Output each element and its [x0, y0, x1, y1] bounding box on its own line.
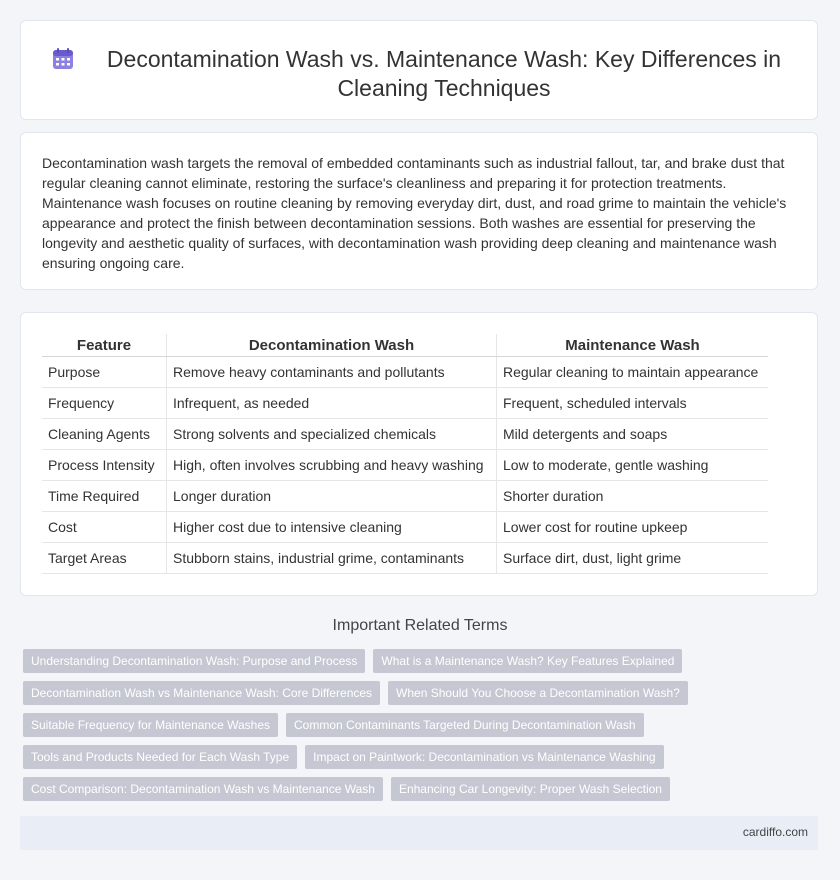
related-term-link[interactable]: Understanding Decontamination Wash: Purpose and Process — [23, 649, 365, 673]
comparison-table-card — [20, 312, 818, 596]
table-row — [42, 357, 768, 388]
maintenance-cell: Mild detergents and soaps — [497, 419, 769, 450]
related-term-link[interactable]: Cost Comparison: Decontamination Wash vs Maintenance Wash — [23, 777, 383, 801]
related-term-link[interactable]: Common Contaminants Targeted During Decontamination Wash — [286, 713, 644, 737]
related-term-link[interactable]: Impact on Paintwork: Decontamination vs Maintenance Washing — [305, 745, 663, 769]
related-term-link[interactable]: Suitable Frequency for Maintenance Washes — [23, 713, 278, 737]
column-header-maintenance: Maintenance Wash — [497, 334, 769, 357]
table-row — [42, 512, 768, 543]
maintenance-cell: Shorter duration — [497, 481, 769, 512]
decontamination-cell: Longer duration — [167, 481, 497, 512]
table-row — [42, 388, 768, 419]
header-card — [20, 20, 818, 120]
related-term-link[interactable]: What is a Maintenance Wash? Key Features Explained — [373, 649, 682, 673]
decontamination-cell: Higher cost due to intensive cleaning — [167, 512, 497, 543]
feature-cell: Process Intensity — [42, 450, 167, 481]
decontamination-cell: High, often involves scrubbing and heavy washing — [167, 450, 497, 481]
comparison-table — [42, 334, 768, 574]
maintenance-cell: Surface dirt, dust, light grime — [497, 543, 769, 574]
table-row — [42, 450, 768, 481]
table-header-row — [42, 334, 768, 357]
table-row — [42, 419, 768, 450]
related-term-link[interactable]: Decontamination Wash vs Maintenance Wash: Core Differences — [23, 681, 380, 705]
decontamination-cell: Infrequent, as needed — [167, 388, 497, 419]
table-row — [42, 481, 768, 512]
feature-cell: Cleaning Agents — [42, 419, 167, 450]
feature-cell: Frequency — [42, 388, 167, 419]
decontamination-cell: Stubborn stains, industrial grime, contaminants — [167, 543, 497, 574]
calendar-icon — [51, 47, 75, 71]
maintenance-cell: Frequent, scheduled intervals — [497, 388, 769, 419]
footer — [20, 816, 818, 850]
maintenance-cell: Regular cleaning to maintain appearance — [497, 357, 769, 388]
decontamination-cell: Strong solvents and specialized chemicals — [167, 419, 497, 450]
decontamination-cell: Remove heavy contaminants and pollutants — [167, 357, 497, 388]
footer-site-name[interactable]: cardiffo.com — [742, 825, 808, 839]
feature-cell: Time Required — [42, 481, 167, 512]
related-terms-tags — [23, 649, 823, 809]
column-header-decontamination: Decontamination Wash — [167, 334, 497, 357]
page-title: Decontamination Wash vs. Maintenance Wash: Key Differences in Cleaning Techniques — [106, 46, 782, 101]
feature-cell: Purpose — [42, 357, 167, 388]
maintenance-cell: Low to moderate, gentle washing — [497, 450, 769, 481]
related-term-link[interactable]: Enhancing Car Longevity: Proper Wash Selection — [391, 777, 670, 801]
table-row — [42, 543, 768, 574]
intro-paragraph: Decontamination wash targets the removal of embedded contaminants such as industrial fallout, tar, and brake dust that regular cleaning cannot eliminate, restoring the surface's cleanliness and preparing it for protection treatments. Maintenance wash focuses on routine cleaning by removing everyday dirt, dust, and road grime to maintain the vehicle's appearance and protect the finish between decontamination sessions. Both washes are essential for preserving the longevity and aesthetic quality of surfaces, with decontamination wash providing deep cleaning and maintenance wash ensuring ongoing care. — [42, 155, 787, 271]
related-terms-title: Important Related Terms — [332, 617, 508, 634]
maintenance-cell: Lower cost for routine upkeep — [497, 512, 769, 543]
feature-cell: Target Areas — [42, 543, 167, 574]
intro-card — [20, 132, 818, 290]
related-term-link[interactable]: Tools and Products Needed for Each Wash Type — [23, 745, 297, 769]
feature-cell: Cost — [42, 512, 167, 543]
related-term-link[interactable]: When Should You Choose a Decontamination Wash? — [388, 681, 688, 705]
column-header-feature: Feature — [42, 334, 167, 357]
